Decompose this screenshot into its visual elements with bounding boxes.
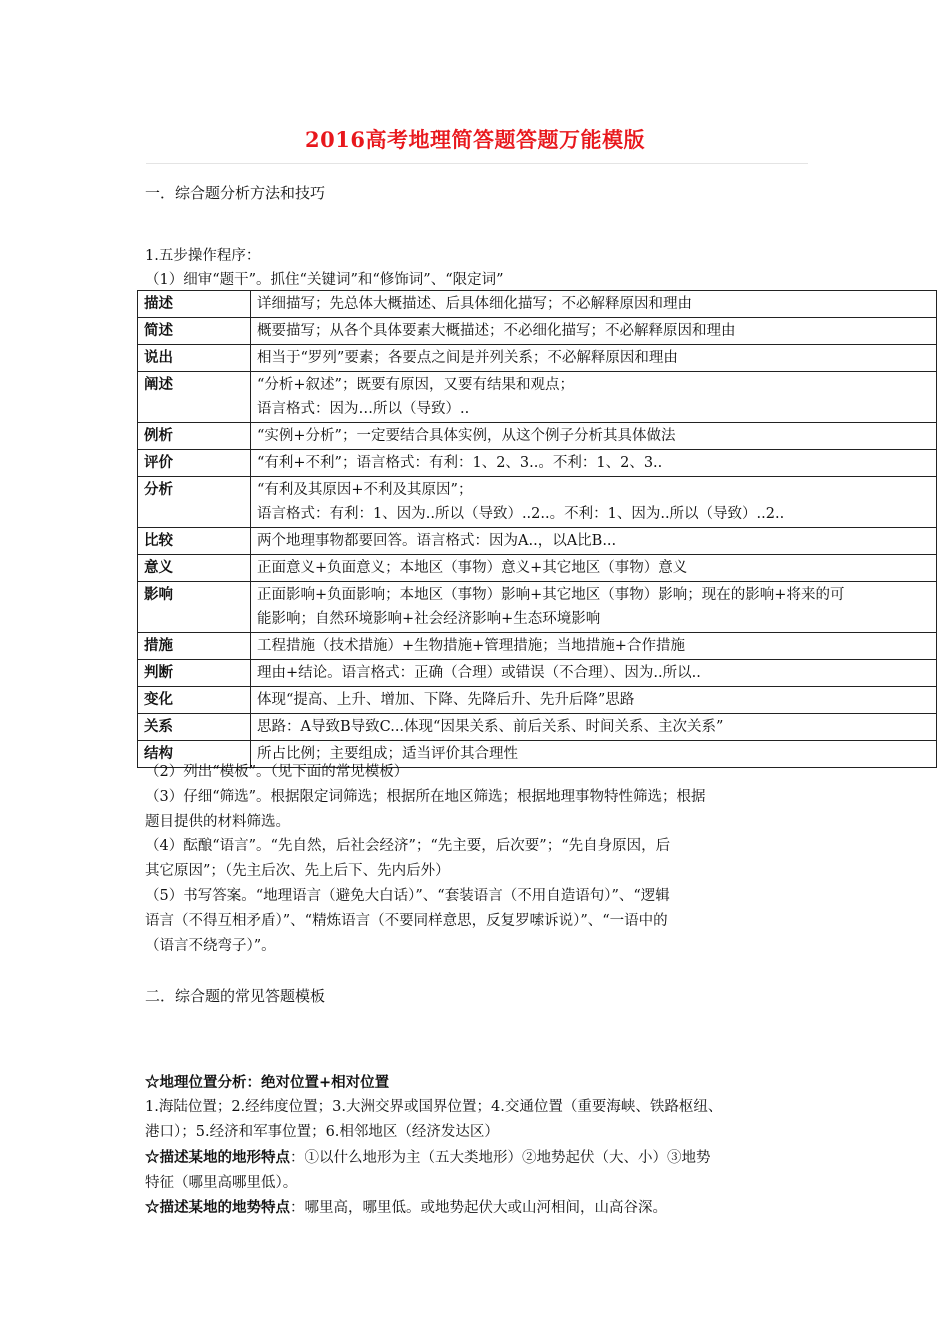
term-cell: 关系 [138,714,251,741]
slope-template: ☆描述某地的地势特点：哪里高，哪里低。或地势起伏大或山河相间，山高谷深。 [145,1199,667,1216]
table-row [138,291,937,318]
definition-line: 思路：A导致B导致C...体现“因果关系、前后关系、时间关系、主次关系” [257,719,724,735]
step-1: （1）细审“题干”。抓住“关键词”和“修饰词”、“限定词” [145,272,504,288]
definition-cell [251,582,937,633]
table-row [138,450,937,477]
definition-line: 语言格式：因为…所以（导致）.. [257,401,470,417]
table-row [138,345,937,372]
step-4: （4）酝酿“语言”。“先自然，后社会经济”；“先主要，后次要”；“先自身原因，后 其它原因”；（先主后次、先上后下、先内后外） [145,838,671,879]
definition-cell [251,345,937,372]
table-row [138,582,937,633]
definition-line: “分析+叙述”；既要有原因，又要有结果和观点； [257,377,574,393]
term-cell: 比较 [138,528,251,555]
table-row [138,423,937,450]
document-title: 2016高考地理简答题答题万能模版 [305,127,645,152]
definition-line: 所占比例；主要组成；适当评价其合理性 [257,746,518,762]
term-cell: 评价 [138,450,251,477]
table-row [138,687,937,714]
table-row [138,372,937,423]
term-cell: 变化 [138,687,251,714]
definition-line: 理由+结论。语言格式：正确（合理）或错误（不合理）、因为..所以.. [257,665,701,681]
definition-cell [251,555,937,582]
definition-cell [251,450,937,477]
term-cell: 例析 [138,423,251,450]
definition-line: 工程措施（技术措施）+生物措施+管理措施；当地措施+合作措施 [257,638,685,654]
definition-line: 相当于“罗列”要素；各要点之间是并列关系；不必解释原因和理由 [257,350,678,366]
table-row [138,660,937,687]
table-row [138,318,937,345]
term-cell: 描述 [138,291,251,318]
location-template: ☆地理位置分析：绝对位置+相对位置 1.海陆位置；2.经纬度位置；3.大洲交界或国界位置；4.交通位置（重要海峡、铁路枢纽、 港口）；5.经济和军事位置；6.相邻地区（经济发达区） [145,1074,723,1140]
definition-line: 能影响；自然环境影响+社会经济影响+生态环境影响 [257,611,601,627]
definition-line: 两个地理事物都要回答。语言格式：因为A..，以A比B... [257,533,617,549]
definition-line: “有利+不利”；语言格式：有利：1、2、3..。不利：1、2、3.. [257,455,663,471]
term-cell: 判断 [138,660,251,687]
term-cell: 说出 [138,345,251,372]
table-row [138,528,937,555]
term-cell: 影响 [138,582,251,633]
definition-cell [251,291,937,318]
term-cell: 结构 [138,741,251,768]
table-row [138,477,937,528]
definition-line: 语言格式：有利：1、因为..所以（导致）..2..。不利：1、因为..所以（导致）..2.. [257,506,785,522]
definition-line: 体现“提高、上升、增加、下降、先降后升、先升后降”思路 [257,692,635,708]
definition-line: 详细描写；先总体大概描述、后具体细化描写；不必解释原因和理由 [257,296,692,312]
step-intro: 1.五步操作程序： [145,248,261,264]
table-row [138,633,937,660]
step-3: （3）仔细“筛选”。根据限定词筛选；根据所在地区筛选；根据地理事物特性筛选；根据 题目提供的材料筛选。 [145,789,706,830]
definition-cell [251,633,937,660]
definition-line: 正面影响+负面影响；本地区（事物）影响+其它地区（事物）影响；现在的影响+将来的可 [257,587,845,603]
definition-line: 正面意义+负面意义；本地区（事物）意义+其它地区（事物）意义 [257,560,688,576]
definition-cell [251,687,937,714]
step-2: （2）列出“模板”。（见下面的常见模板） [145,764,409,780]
term-cell: 简述 [138,318,251,345]
table-row [138,555,937,582]
definition-cell [251,714,937,741]
keyword-table [137,290,937,768]
title-divider [146,163,808,164]
definition-line: “实例+分析”；一定要结合具体实例，从这个例子分析其具体做法 [257,428,676,444]
definition-cell [251,372,937,423]
section-heading-2: 二．综合题的常见答题模板 [145,987,326,1005]
term-cell: 分析 [138,477,251,528]
table-row [138,714,937,741]
step-5: （5）书写答案。“地理语言（避免大白话）”、“套装语言（不用自造语句）”、“逻辑 语言（不得互相矛盾）”、“精炼语言（不要同样意思，反复罗嗦诉说）”、“一语中的 （语言不绕弯子）”。 [145,888,670,954]
definition-cell [251,660,937,687]
definition-cell [251,477,937,528]
definition-cell [251,318,937,345]
section-heading-1: 一．综合题分析方法和技巧 [145,184,326,202]
definition-line: 概要描写；从各个具体要素大概描述；不必细化描写；不必解释原因和理由 [257,323,736,339]
definition-cell [251,528,937,555]
term-cell: 意义 [138,555,251,582]
term-cell: 措施 [138,633,251,660]
terrain-template: ☆描述某地的地形特点：①以什么地形为主（五大类地形）②地势起伏（大、小）③地势 特征（哪里高哪里低）。 [145,1149,711,1191]
definition-cell [251,423,937,450]
definition-line: “有利及其原因+不利及其原因”； [257,482,473,498]
term-cell: 阐述 [138,372,251,423]
